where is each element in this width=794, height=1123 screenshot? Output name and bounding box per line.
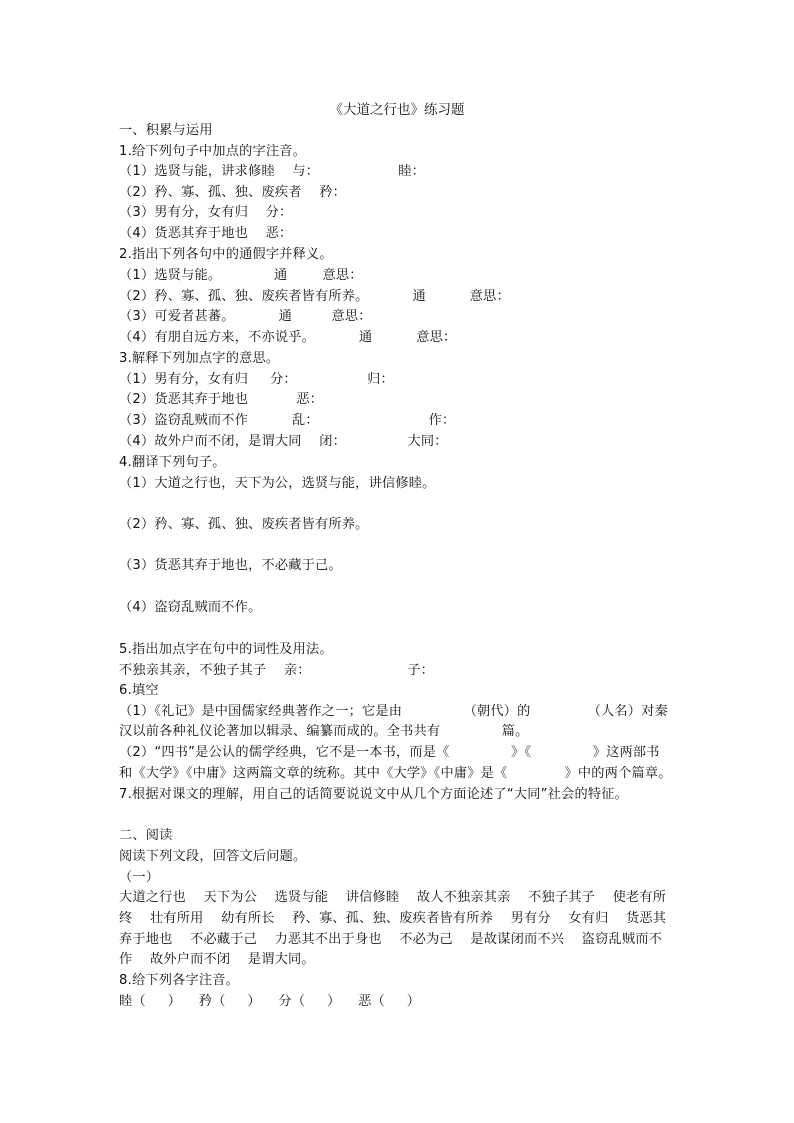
- q6-prompt: 6.填空: [119, 683, 159, 698]
- q2-item: （3）可爱者甚蕃。 通 意思：: [119, 309, 372, 324]
- q1-prompt: 1.给下列句子中加点的字注音。: [119, 144, 307, 159]
- q1-item: （3）男有分，女有归 分：: [119, 205, 293, 220]
- q4-item: （1）大道之行也，天下为公，选贤与能，讲信修睦。: [119, 476, 436, 491]
- q8-prompt: 8.给下列各字注音。: [119, 973, 240, 988]
- q4-item: （4）盗窃乱贼而不作。: [119, 600, 262, 615]
- section1-heading: 一、积累与运用: [119, 123, 213, 138]
- q2-item: （2）矜、寡、孤、独、废疾者皆有所养。 通 意思：: [119, 289, 510, 304]
- q5-line: 不独亲其亲，不独子其子 亲： 子：: [119, 663, 435, 678]
- q2-item: （1）选贤与能。 通 意思：: [119, 268, 363, 283]
- q7-prompt: 7.根据对课文的理解，用自己的话简要说说文中从几个方面论述了“大同”社会的特征。: [119, 787, 628, 802]
- q3-prompt: 3.解释下列加点字的意思。: [119, 351, 280, 366]
- q6-line: 和《大学》《中庸》这两篇文章的统称。其中《大学》《中庸》是《 》中的两个篇章。: [119, 766, 672, 781]
- passage-line: 终 壮有所用 幼有所长 矜、寡、孤、独、废疾者皆有所养 男有分 女有归 货恶其: [119, 911, 667, 926]
- page-title: 《大道之行也》练习题: [329, 102, 465, 118]
- q4-item: （2）矜、寡、孤、独、废疾者皆有所养。: [119, 517, 369, 532]
- q3-item: （4）故外户而不闭，是谓大同 闭： 大同：: [119, 434, 448, 449]
- q1-item: （4）货恶其弃于地也 恶：: [119, 226, 293, 241]
- q3-item: （3）盗窃乱贼而不作 乱： 作：: [119, 413, 456, 428]
- passage-line: 作 故外户而不闭 是谓大同。: [119, 952, 315, 967]
- q6-line: （1）《礼记》是中国儒家经典著作之一；它是由 （朝代）的 （人名）对秦: [119, 704, 668, 719]
- passage-line: 大道之行也 天下为公 选贤与能 讲信修睦 故人不独亲其亲 不独子其子 使老有所: [119, 890, 667, 905]
- q6-line: （2）“四书”是公认的儒学经典，它不是一本书，而是《 》《 》这两部书: [119, 745, 660, 760]
- reading-part-label: （一）: [119, 870, 160, 885]
- q4-item: （3）货恶其弃于地也，不必藏于己。: [119, 558, 342, 573]
- q3-item: （1）男有分，女有归 分： 归：: [119, 372, 394, 387]
- reading-intro: 阅读下列文段，回答文后问题。: [119, 849, 307, 864]
- q2-prompt: 2.指出下列各句中的通假字并释义。: [119, 247, 333, 262]
- q3-item: （2）货恶其弃于地也 恶：: [119, 392, 324, 407]
- q1-item: （2）矜、寡、孤、独、废疾者 矜：: [119, 185, 346, 200]
- q5-prompt: 5.指出加点字在句中的词性及用法。: [119, 642, 333, 657]
- q1-item: （1）选贤与能，讲求修睦 与： 睦：: [119, 164, 426, 179]
- q6-line: 汉以前各种礼仪论著加以辑录、编纂而成的。全书共有 篇。: [119, 724, 529, 739]
- q2-item: （4）有朋自远方来，不亦说乎。 通 意思：: [119, 330, 457, 345]
- q8-line: 睦（ ） 矜（ ） 分（ ） 恶（ ）: [119, 994, 421, 1009]
- q4-prompt: 4.翻译下列句子。: [119, 455, 226, 470]
- passage-line: 弃于地也 不必藏于己 力恶其不出于身也 不必为己 是故谋闭而不兴 盗窃乱贼而不: [119, 932, 663, 947]
- section2-heading: 二、阅读: [119, 828, 173, 843]
